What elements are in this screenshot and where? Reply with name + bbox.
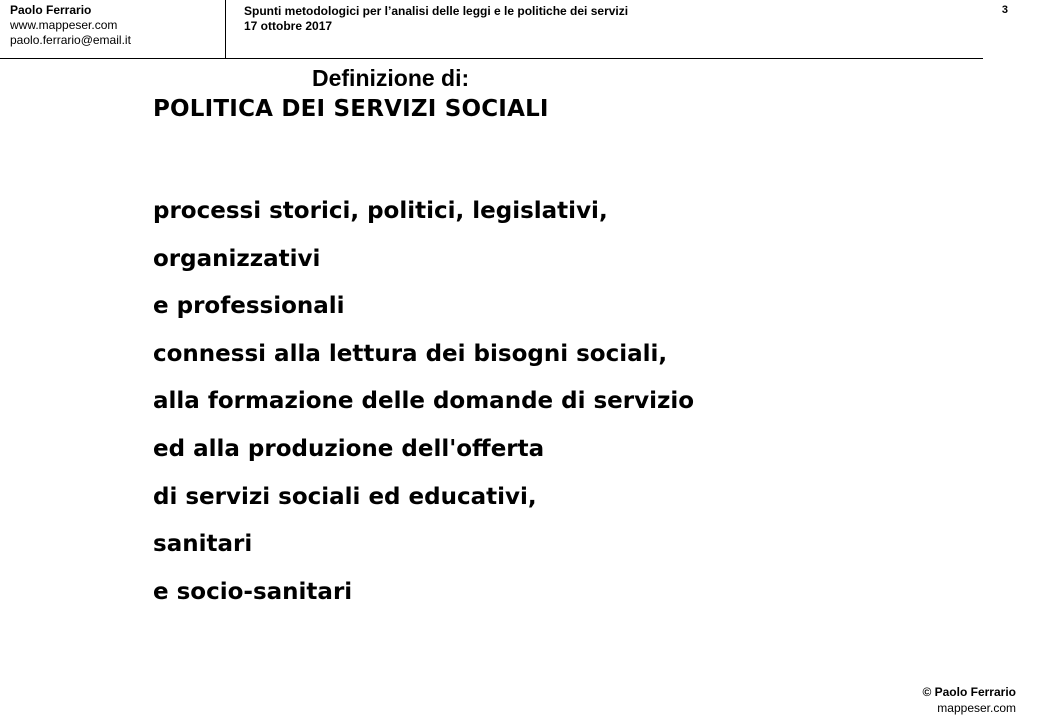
definition-heading: Definizione di: — [312, 65, 470, 91]
header-vertical-divider — [225, 0, 226, 58]
author-name: Paolo Ferrario — [10, 3, 92, 17]
author-email: paolo.ferrario@email.it — [10, 33, 131, 47]
definition-line: organizzativi — [153, 245, 321, 272]
definition-line: processi storici, politici, legislativi, — [153, 198, 608, 224]
definition-body — [153, 188, 694, 616]
definition-line: di servizi sociali ed educativi, — [153, 483, 537, 510]
header-horizontal-divider — [0, 58, 983, 59]
definition-term: POLITICA DEI SERVIZI SOCIALI — [153, 96, 549, 122]
document-title-block — [244, 4, 628, 34]
author-block — [10, 3, 131, 48]
definition-line: alla formazione delle domande di servizio — [153, 388, 695, 415]
definition-line: sanitari — [153, 531, 253, 558]
document-date: 17 ottobre 2017 — [244, 19, 333, 33]
footer-copyright: © Paolo Ferrario — [922, 685, 1016, 699]
definition-line: connessi alla lettura dei bisogni sociali, — [153, 340, 668, 367]
page-number: 3 — [1001, 4, 1008, 16]
definition-line: ed alla produzione dell'offerta — [153, 435, 545, 462]
author-website: www.mappeser.com — [10, 18, 118, 32]
definition-line: e professionali — [153, 293, 345, 320]
document-title: Spunti metodologici per l’analisi delle leggi e le politiche dei servizi — [244, 4, 629, 18]
footer-site: mappeser.com — [937, 701, 1016, 715]
footer — [922, 684, 1016, 716]
definition-line: e socio-sanitari — [153, 578, 353, 605]
